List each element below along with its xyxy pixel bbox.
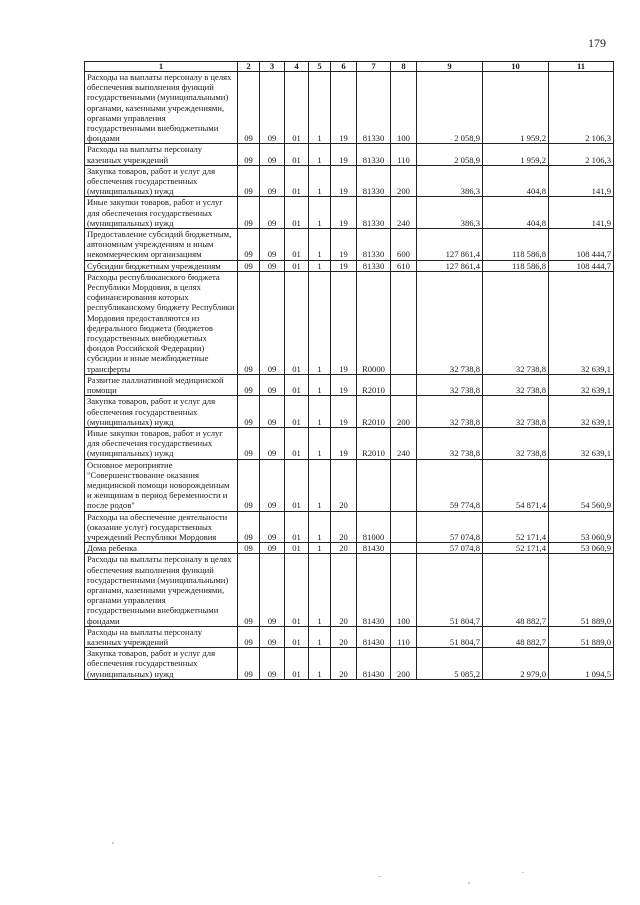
code-col-3: 09 bbox=[260, 648, 285, 680]
amount-col-10: 404,8 bbox=[483, 197, 549, 229]
table-row bbox=[85, 626, 614, 647]
row-name: Закупка товаров, работ и услуг для обеспечения государственных (муниципальных) нужд bbox=[85, 396, 238, 428]
code-col-6: 19 bbox=[331, 144, 357, 165]
table-row bbox=[85, 229, 614, 261]
code-col-2: 09 bbox=[238, 396, 260, 428]
amount-col-10: 48 882,7 bbox=[483, 626, 549, 647]
amount-col-11: 2 106,3 bbox=[549, 72, 614, 144]
code-col-5: 1 bbox=[309, 427, 331, 459]
amount-col-10: 1 959,2 bbox=[483, 144, 549, 165]
code-col-3: 09 bbox=[260, 427, 285, 459]
code-col-5: 1 bbox=[309, 374, 331, 395]
amount-col-9: 127 861,4 bbox=[417, 229, 483, 261]
amount-col-9: 2 058,9 bbox=[417, 72, 483, 144]
code-col-3: 09 bbox=[260, 144, 285, 165]
amount-col-11: 32 639,1 bbox=[549, 374, 614, 395]
code-col-8: 110 bbox=[391, 144, 417, 165]
code-col-5: 1 bbox=[309, 271, 331, 374]
row-name: Закупка товаров, работ и услуг для обеспечения государственных (муниципальных) нужд bbox=[85, 165, 238, 197]
code-col-4: 01 bbox=[285, 72, 309, 144]
code-col-5: 1 bbox=[309, 229, 331, 261]
amount-col-10: 48 882,7 bbox=[483, 554, 549, 626]
code-col-2: 09 bbox=[238, 459, 260, 511]
amount-col-9: 5 085,2 bbox=[417, 648, 483, 680]
row-name: Расходы на выплаты персоналу казенных учреждений bbox=[85, 144, 238, 165]
amount-col-11: 141,9 bbox=[549, 197, 614, 229]
column-header-9: 9 bbox=[417, 62, 483, 72]
scan-speck bbox=[522, 872, 524, 873]
code-col-2: 09 bbox=[238, 260, 260, 271]
column-header-5: 5 bbox=[309, 62, 331, 72]
amount-col-10: 54 871,4 bbox=[483, 459, 549, 511]
code-col-3: 09 bbox=[260, 197, 285, 229]
code-col-4: 01 bbox=[285, 543, 309, 554]
code-col-8 bbox=[391, 543, 417, 554]
code-col-4: 01 bbox=[285, 374, 309, 395]
amount-col-11: 108 444,7 bbox=[549, 260, 614, 271]
code-col-7: 81330 bbox=[357, 260, 391, 271]
code-col-8: 200 bbox=[391, 396, 417, 428]
code-col-7: 81330 bbox=[357, 144, 391, 165]
code-col-7: 81330 bbox=[357, 229, 391, 261]
code-col-6: 20 bbox=[331, 511, 357, 543]
table-row bbox=[85, 374, 614, 395]
code-col-8 bbox=[391, 271, 417, 374]
amount-col-9: 32 738,8 bbox=[417, 396, 483, 428]
table-row bbox=[85, 260, 614, 271]
code-col-2: 09 bbox=[238, 374, 260, 395]
code-col-3: 09 bbox=[260, 626, 285, 647]
code-col-6: 19 bbox=[331, 374, 357, 395]
scan-speck bbox=[468, 882, 470, 884]
table-body bbox=[85, 72, 614, 680]
code-col-6: 19 bbox=[331, 271, 357, 374]
code-col-5: 1 bbox=[309, 543, 331, 554]
code-col-7: R2010 bbox=[357, 427, 391, 459]
column-header-8: 8 bbox=[391, 62, 417, 72]
code-col-4: 01 bbox=[285, 197, 309, 229]
row-name: Расходы на обеспечение деятельности (оказание услуг) государственных учреждений Республики Мордовия bbox=[85, 511, 238, 543]
row-name: Иные закупки товаров, работ и услуг для обеспечения государственных (муниципальных) нужд bbox=[85, 427, 238, 459]
code-col-8 bbox=[391, 459, 417, 511]
row-name: Предоставление субсидий бюджетным, автономным учреждениям и иным некоммерческим организациям bbox=[85, 229, 238, 261]
table-row bbox=[85, 72, 614, 144]
code-col-6: 19 bbox=[331, 165, 357, 197]
table-row bbox=[85, 543, 614, 554]
code-col-7: 81000 bbox=[357, 511, 391, 543]
amount-col-10: 118 586,8 bbox=[483, 229, 549, 261]
code-col-4: 01 bbox=[285, 271, 309, 374]
table-row bbox=[85, 648, 614, 680]
code-col-8: 200 bbox=[391, 648, 417, 680]
code-col-5: 1 bbox=[309, 554, 331, 626]
code-col-5: 1 bbox=[309, 165, 331, 197]
code-col-7: 81430 bbox=[357, 554, 391, 626]
row-name: Расходы республиканского бюджета Республики Мордовия, в целях софинансирования которых республиканскому бюджету Республики Мордовия предоставляются из федерального бюджета (бюджетов государственных внебюджетных фондов Российской Федерации) субсидии и иные межбюджетные трансферты bbox=[85, 271, 238, 374]
table-row bbox=[85, 165, 614, 197]
amount-col-11: 1 094,5 bbox=[549, 648, 614, 680]
column-header-4: 4 bbox=[285, 62, 309, 72]
amount-col-11: 51 889,0 bbox=[549, 626, 614, 647]
code-col-5: 1 bbox=[309, 396, 331, 428]
amount-col-10: 32 738,8 bbox=[483, 271, 549, 374]
code-col-4: 01 bbox=[285, 229, 309, 261]
row-name: Основное мероприятие "Совершенствование оказания медицинской помощи новорожденным и женщинам в период беременности и после родов" bbox=[85, 459, 238, 511]
code-col-5: 1 bbox=[309, 72, 331, 144]
code-col-3: 09 bbox=[260, 543, 285, 554]
code-col-2: 09 bbox=[238, 72, 260, 144]
amount-col-10: 118 586,8 bbox=[483, 260, 549, 271]
code-col-2: 09 bbox=[238, 554, 260, 626]
code-col-8: 240 bbox=[391, 197, 417, 229]
table-row bbox=[85, 197, 614, 229]
table-row bbox=[85, 144, 614, 165]
page-number: 179 bbox=[588, 36, 606, 50]
code-col-3: 09 bbox=[260, 554, 285, 626]
code-col-3: 09 bbox=[260, 396, 285, 428]
amount-col-11: 51 889,0 bbox=[549, 554, 614, 626]
code-col-7: 81330 bbox=[357, 197, 391, 229]
amount-col-10: 52 171,4 bbox=[483, 511, 549, 543]
amount-col-9: 32 738,8 bbox=[417, 271, 483, 374]
code-col-3: 09 bbox=[260, 459, 285, 511]
column-header-6: 6 bbox=[331, 62, 357, 72]
code-col-2: 09 bbox=[238, 427, 260, 459]
code-col-4: 01 bbox=[285, 260, 309, 271]
code-col-8: 100 bbox=[391, 554, 417, 626]
code-col-6: 19 bbox=[331, 229, 357, 261]
amount-col-9: 2 058,9 bbox=[417, 144, 483, 165]
amount-col-11: 53 060,9 bbox=[549, 511, 614, 543]
code-col-7: 81430 bbox=[357, 648, 391, 680]
row-name: Дома ребенка bbox=[85, 543, 238, 554]
amount-col-11: 2 106,3 bbox=[549, 144, 614, 165]
table-row bbox=[85, 396, 614, 428]
column-header-2: 2 bbox=[238, 62, 260, 72]
amount-col-9: 127 861,4 bbox=[417, 260, 483, 271]
column-header-1: 1 bbox=[85, 62, 238, 72]
code-col-2: 09 bbox=[238, 197, 260, 229]
code-col-8 bbox=[391, 374, 417, 395]
row-name: Расходы на выплаты персоналу в целях обеспечения выполнения функций государственными (муниципальными) органами, казенными учреждениями, органами управления государственными внебюджетными фондами bbox=[85, 72, 238, 144]
amount-col-9: 32 738,8 bbox=[417, 374, 483, 395]
code-col-2: 09 bbox=[238, 543, 260, 554]
code-col-3: 09 bbox=[260, 511, 285, 543]
row-name: Закупка товаров, работ и услуг для обеспечения государственных (муниципальных) нужд bbox=[85, 648, 238, 680]
code-col-4: 01 bbox=[285, 144, 309, 165]
code-col-8: 600 bbox=[391, 229, 417, 261]
code-col-8: 240 bbox=[391, 427, 417, 459]
code-col-2: 09 bbox=[238, 271, 260, 374]
table-row bbox=[85, 459, 614, 511]
column-header-10: 10 bbox=[483, 62, 549, 72]
code-col-4: 01 bbox=[285, 626, 309, 647]
amount-col-11: 141,9 bbox=[549, 165, 614, 197]
amount-col-10: 32 738,8 bbox=[483, 427, 549, 459]
row-name: Развитие паллиативной медицинской помощи bbox=[85, 374, 238, 395]
code-col-8: 100 bbox=[391, 72, 417, 144]
column-header-7: 7 bbox=[357, 62, 391, 72]
amount-col-9: 51 804,7 bbox=[417, 626, 483, 647]
amount-col-10: 1 959,2 bbox=[483, 72, 549, 144]
amount-col-11: 32 639,1 bbox=[549, 396, 614, 428]
code-col-4: 01 bbox=[285, 396, 309, 428]
table-row bbox=[85, 427, 614, 459]
code-col-5: 1 bbox=[309, 197, 331, 229]
row-name: Расходы на выплаты персоналу казенных учреждений bbox=[85, 626, 238, 647]
code-col-2: 09 bbox=[238, 511, 260, 543]
scan-speck bbox=[112, 842, 114, 844]
amount-col-11: 54 560,9 bbox=[549, 459, 614, 511]
code-col-6: 20 bbox=[331, 543, 357, 554]
amount-col-10: 32 738,8 bbox=[483, 396, 549, 428]
code-col-5: 1 bbox=[309, 144, 331, 165]
header-row bbox=[85, 62, 614, 72]
code-col-4: 01 bbox=[285, 648, 309, 680]
code-col-6: 20 bbox=[331, 648, 357, 680]
amount-col-9: 57 074,8 bbox=[417, 511, 483, 543]
code-col-8: 200 bbox=[391, 165, 417, 197]
code-col-6: 20 bbox=[331, 626, 357, 647]
row-name: Иные закупки товаров, работ и услуг для обеспечения государственных (муниципальных) нужд bbox=[85, 197, 238, 229]
code-col-8 bbox=[391, 511, 417, 543]
amount-col-9: 32 738,8 bbox=[417, 427, 483, 459]
code-col-5: 1 bbox=[309, 648, 331, 680]
code-col-2: 09 bbox=[238, 144, 260, 165]
code-col-7: R2010 bbox=[357, 396, 391, 428]
code-col-8: 610 bbox=[391, 260, 417, 271]
code-col-3: 09 bbox=[260, 271, 285, 374]
amount-col-9: 51 804,7 bbox=[417, 554, 483, 626]
amount-col-9: 386,3 bbox=[417, 165, 483, 197]
code-col-3: 09 bbox=[260, 165, 285, 197]
code-col-4: 01 bbox=[285, 459, 309, 511]
code-col-4: 01 bbox=[285, 511, 309, 543]
amount-col-11: 32 639,1 bbox=[549, 271, 614, 374]
table-row bbox=[85, 554, 614, 626]
code-col-7: 81430 bbox=[357, 626, 391, 647]
code-col-7: R2010 bbox=[357, 374, 391, 395]
code-col-6: 20 bbox=[331, 459, 357, 511]
code-col-5: 1 bbox=[309, 626, 331, 647]
code-col-6: 19 bbox=[331, 260, 357, 271]
code-col-7 bbox=[357, 459, 391, 511]
code-col-6: 19 bbox=[331, 197, 357, 229]
amount-col-10: 32 738,8 bbox=[483, 374, 549, 395]
budget-table bbox=[84, 61, 614, 680]
row-name: Субсидии бюджетным учреждениям bbox=[85, 260, 238, 271]
code-col-4: 01 bbox=[285, 554, 309, 626]
table-row bbox=[85, 271, 614, 374]
code-col-6: 20 bbox=[331, 554, 357, 626]
code-col-7: R0000 bbox=[357, 271, 391, 374]
row-name: Расходы на выплаты персоналу в целях обеспечения выполнения функций государственными (муниципальными) органами, казенными учреждениями, органами управления государственными внебюджетными фондами bbox=[85, 554, 238, 626]
amount-col-9: 57 074,8 bbox=[417, 543, 483, 554]
code-col-3: 09 bbox=[260, 260, 285, 271]
column-header-3: 3 bbox=[260, 62, 285, 72]
amount-col-10: 404,8 bbox=[483, 165, 549, 197]
code-col-5: 1 bbox=[309, 459, 331, 511]
code-col-4: 01 bbox=[285, 165, 309, 197]
code-col-2: 09 bbox=[238, 648, 260, 680]
code-col-5: 1 bbox=[309, 260, 331, 271]
code-col-7: 81430 bbox=[357, 543, 391, 554]
code-col-2: 09 bbox=[238, 229, 260, 261]
code-col-7: 81330 bbox=[357, 72, 391, 144]
code-col-8: 110 bbox=[391, 626, 417, 647]
scan-speck bbox=[378, 876, 381, 877]
column-header-11: 11 bbox=[549, 62, 614, 72]
code-col-4: 01 bbox=[285, 427, 309, 459]
code-col-3: 09 bbox=[260, 72, 285, 144]
code-col-7: 81330 bbox=[357, 165, 391, 197]
code-col-2: 09 bbox=[238, 626, 260, 647]
code-col-3: 09 bbox=[260, 229, 285, 261]
amount-col-11: 32 639,1 bbox=[549, 427, 614, 459]
amount-col-10: 52 171,4 bbox=[483, 543, 549, 554]
table-row bbox=[85, 511, 614, 543]
amount-col-10: 2 979,0 bbox=[483, 648, 549, 680]
amount-col-9: 386,3 bbox=[417, 197, 483, 229]
code-col-2: 09 bbox=[238, 165, 260, 197]
code-col-6: 19 bbox=[331, 396, 357, 428]
code-col-5: 1 bbox=[309, 511, 331, 543]
code-col-6: 19 bbox=[331, 427, 357, 459]
amount-col-11: 108 444,7 bbox=[549, 229, 614, 261]
code-col-3: 09 bbox=[260, 374, 285, 395]
amount-col-9: 59 774,8 bbox=[417, 459, 483, 511]
code-col-6: 19 bbox=[331, 72, 357, 144]
amount-col-11: 53 060,9 bbox=[549, 543, 614, 554]
